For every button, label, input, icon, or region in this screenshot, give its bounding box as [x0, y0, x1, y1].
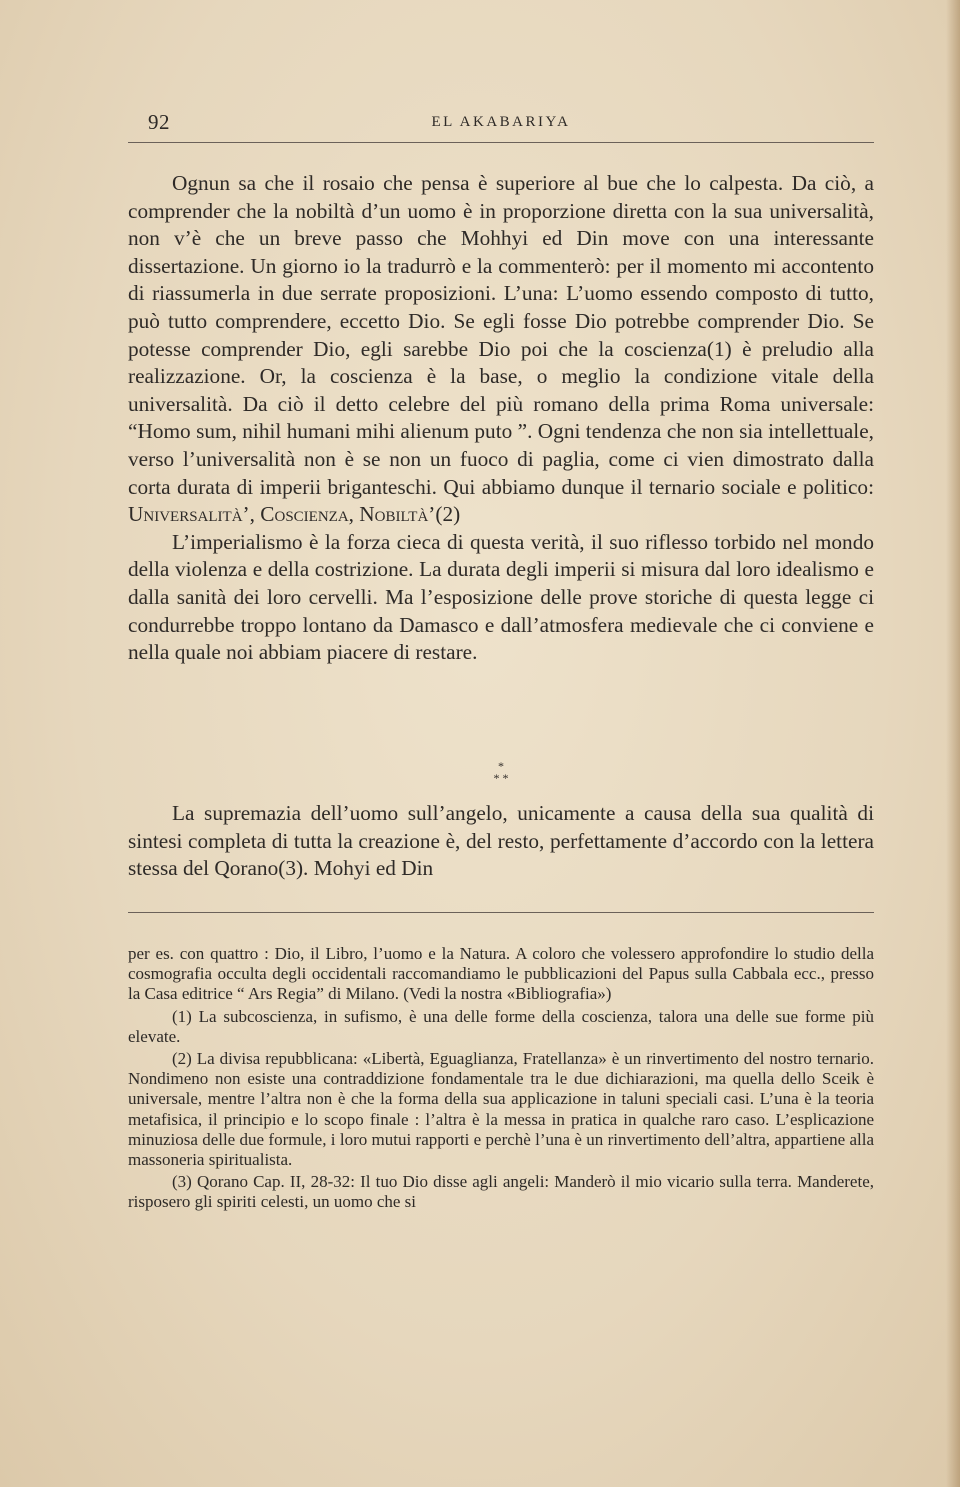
- paragraph-1-text: Ognun sa che il rosaio che pensa è superiore al bue che lo calpesta. Da ciò, a comprender che la nobiltà d’un uomo è in proporzione diretta con la sua universalità, non v’è che un breve passo che Mohhyi ed Din move con una interessante dissertazione. Un giorno io la tradurrò e la commenterò: per il momento mi accontento di riassumerla in due serrate proposizioni. L’una: L’uomo essendo composto di tutto, può tutto comprendere, eccetto Dio. Se egli fosse Dio potrebbe comprender Dio. Se potesse comprender Dio, egli sarebbe Dio poi che la coscienza(1) è preludio alla realizzazione. Or, la coscienza è la base, o meglio la condizione vitale della universalità. Da ciò il detto celebre del più romano della prima Roma universale: “Homo sum, nihil humani mihi alienum puto ”. Ogni tendenza che non sia intellettuale, verso l’universalità non è se non un fuoco di paglia, come ci vien dimostrato dalla corta durata di imperii briganteschi. Qui abbiamo dunque il ternario sociale e politico:: [128, 171, 874, 499]
- asterism-top: *: [498, 759, 504, 773]
- footnote-continued: per es. con quattro : Dio, il Libro, l’uomo e la Natura. A coloro che volessero approfondire lo studio della cosmografia occulta degli occidentali raccomandiamo le pubblicazioni del Papus sulla Cabbala ecc., presso la Casa editrice “ Ars Regia” di Milano. (Vedi la nostra «Bibliografia»): [128, 944, 874, 1004]
- running-head: EL AKABARIYA: [431, 114, 571, 130]
- main-text-continued: [128, 800, 874, 883]
- page-edge-shadow: [946, 0, 960, 1487]
- page-header: [128, 108, 874, 138]
- ternario-small-caps: Universalità’, Coscienza, Nobiltà’: [128, 502, 436, 527]
- asterism-bottom: * *: [493, 771, 509, 785]
- footnote-2: (2) La divisa repubblicana: «Libertà, Eguaglianza, Fratellanza» è un rinvertimento del nostro ternario. Nondimeno non esiste una contraddizione fondamentale tra le due dichiarazioni, ma quella dello Sceik è universale, mentre l’altra non è che la forma della sua applicazione in taluni speciali casi. L’una è la teoria metafisica, il principio e lo scopo finale : l’altra è la messa in pratica in qualche raro caso. L’esplicazione minuziosa delle due formule, i loro mutui rapporti e perchè l’una è un rinvertimento dell’altra, appartiene alla massoneria spiritualista.: [128, 1049, 874, 1170]
- footnote-rule: [128, 912, 874, 913]
- main-text: [128, 170, 874, 667]
- page-number: 92: [148, 110, 170, 134]
- header-rule: [128, 142, 874, 143]
- asterism: [128, 760, 874, 784]
- footnote-1: (1) La subcoscienza, in sufismo, è una delle forme della coscienza, talora una delle sue forme più elevate.: [128, 1006, 874, 1046]
- paragraph-2: L’imperialismo è la forza cieca di questa verità, il suo riflesso torbido nel mondo della violenza e della costrizione. La durata degli imperii si misura dal loro idealismo e dalla sanità dei loro cervelli. Ma l’esposizione delle prove storiche di questa legge ci condurrebbe troppo lontano da Damasco e dall’atmosfera medievale che ci conviene e nella quale noi abbiam piacere di restare.: [128, 529, 874, 665]
- footnotes: [128, 944, 874, 1215]
- footnote-3: (3) Qorano Cap. II, 28-32: Il tuo Dio disse agli angeli: Manderò il mio vicario sulla terra. Manderete, risposero gli spiriti celesti, un uomo che si: [128, 1172, 874, 1212]
- footnote-ref-2: (2): [435, 502, 461, 527]
- paragraph-3: La supremazia dell’uomo sull’angelo, unicamente a causa della sua qualità di sintesi completa di tutta la creazione è, del resto, perfettamente d’accordo con la lettera stessa del Qorano(3). Mohyi ed Din: [128, 801, 874, 881]
- paragraph-1: [128, 170, 874, 529]
